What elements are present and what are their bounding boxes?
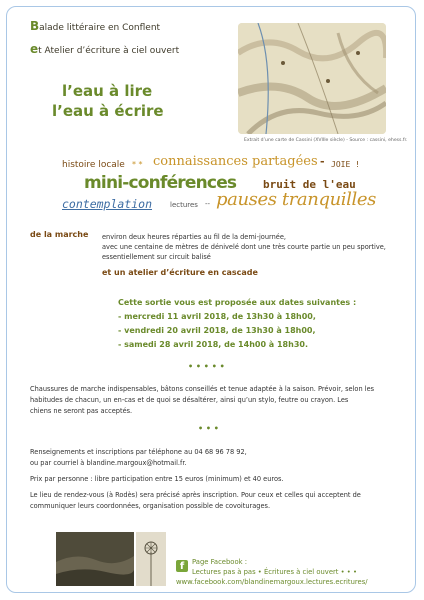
meeting-line-1: Le lieu de rendez-vous (à Rodès) sera précisé après inscription. Pour ceux et celles qui acceptent de xyxy=(30,491,361,499)
equipment-line-3: chiens ne seront pas acceptés. xyxy=(30,407,133,415)
header-line-2: et Atelier d’écriture à ciel ouvert xyxy=(30,42,180,56)
facebook-url-link[interactable]: www.facebook.com/blandinemargoux.lectures.ecritures/ xyxy=(176,578,368,586)
map-caption: Extrait d’une carte de Cassini (XVIIIe siècle) - Source : cassini, ehess.fr. xyxy=(244,138,408,143)
title-line-1: l’eau à lire xyxy=(62,82,153,100)
tag-histoire-locale: histoire locale xyxy=(62,160,125,170)
price-line: Prix par personne : libre participation entre 15 euros (minimum) et 40 euros. xyxy=(30,475,284,483)
tag-mini-conferences: mini-conférences xyxy=(84,173,237,193)
tag-connaissances: connaissances partagées xyxy=(153,154,318,169)
tag-stars: * * xyxy=(132,160,143,169)
marche-label: de la marche xyxy=(30,230,89,239)
tag-dash: - xyxy=(320,155,325,168)
separator-dots-2: • • • xyxy=(198,424,219,433)
equipment-line-1: Chaussures de marche indispensables, bâtons conseillés et tenue adaptée à la saison. Prévoir, selon les xyxy=(30,385,375,393)
footer-photo-flower xyxy=(136,532,166,586)
marche-line-1: environ deux heures réparties au fil de la demi-journée, xyxy=(102,233,287,241)
contact-line-2: ou par courriel à blandine.margoux@hotmail.fr. xyxy=(30,459,187,467)
facebook-label: Page Facebook : xyxy=(192,558,248,566)
tag-contemplation: contemplation xyxy=(62,197,153,211)
date-2: - vendredi 20 avril 2018, de 13h30 à 18h00, xyxy=(118,326,316,335)
tag-lectures: lectures xyxy=(170,201,198,209)
tag-pauses: pauses tranquilles xyxy=(216,189,376,210)
separator-dots-1: • • • • • xyxy=(188,362,225,371)
tag-joie: JOIE ! xyxy=(331,160,360,169)
date-3: - samedi 28 avril 2018, de 14h00 à 18h30. xyxy=(118,340,308,349)
meeting-line-2: communiquer leurs coordonnées, organisation possible de covoiturages. xyxy=(30,502,271,510)
facebook-page-name: Lectures pas à pas • Écritures à ciel ouvert • • • xyxy=(192,568,357,576)
atelier-line: et un atelier d’écriture en cascade xyxy=(102,268,258,277)
tag-bruit: bruit de l'eau xyxy=(263,178,356,191)
cassini-map-image xyxy=(238,23,386,134)
footer-photo-landscape xyxy=(56,532,134,586)
contact-line-1: Renseignements et inscriptions par téléphone au 04 68 96 78 92, xyxy=(30,448,247,456)
dates-intro: Cette sortie vous est proposée aux dates suivantes : xyxy=(118,298,357,307)
title-line-2: l’eau à écrire xyxy=(52,102,164,120)
marche-line-2: avec une centaine de mètres de dénivelé dont une très courte partie un peu sportive, xyxy=(102,243,386,251)
facebook-icon[interactable]: f xyxy=(176,560,188,572)
equipment-line-2: habitudes de chacun, un en-cas et de quoi se désaltérer, ainsi qu’un stylo, feutre ou crayon. Les xyxy=(30,396,349,404)
tag-dash2: -- xyxy=(205,200,211,208)
header-line-1: Balade littéraire en Conflent xyxy=(30,19,161,33)
date-1: - mercredi 11 avril 2018, de 13h30 à 18h00, xyxy=(118,312,316,321)
marche-line-3: essentiellement sur circuit balisé xyxy=(102,253,211,261)
